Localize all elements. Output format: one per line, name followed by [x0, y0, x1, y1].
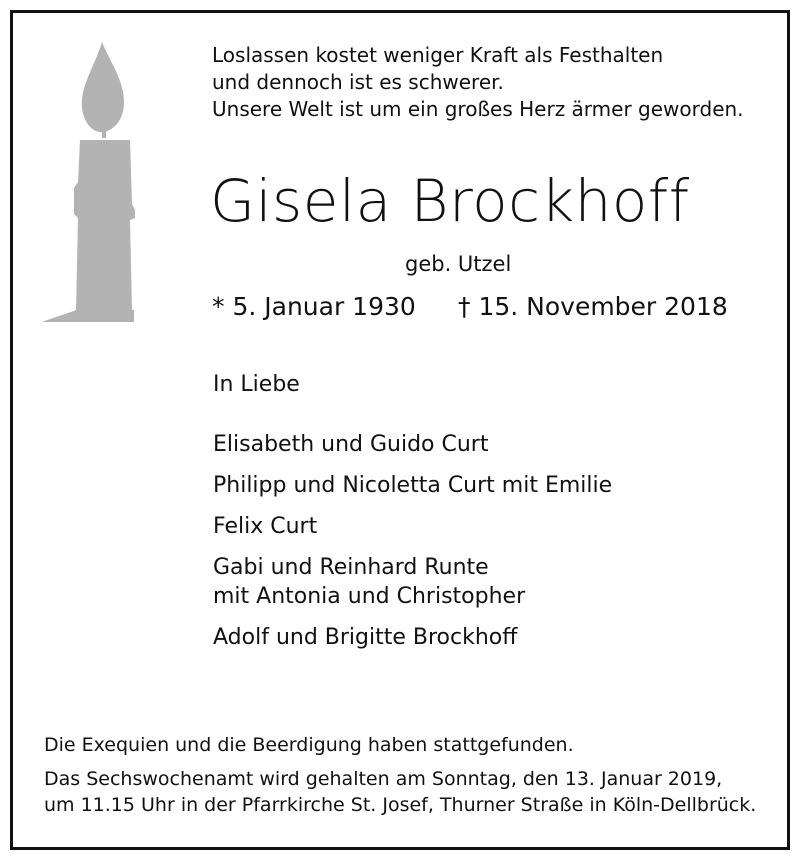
notice-paragraph — [44, 766, 756, 818]
mourner-line: Gabi und Reinhard Runte — [213, 555, 489, 580]
candle-icon — [40, 42, 140, 322]
mourner-line: Elisabeth und Guido Curt — [213, 432, 489, 457]
notice-paragraph: Die Exequien und die Beerdigung haben stattgefunden. — [44, 734, 574, 756]
death-date: † 15. November 2018 — [458, 292, 728, 321]
dedication-text: In Liebe — [213, 372, 300, 397]
life-dates — [212, 292, 728, 321]
funeral-notice — [44, 732, 756, 818]
mourner-line: Felix Curt — [213, 514, 318, 539]
deceased-name: Gisela Brockhoff — [210, 167, 690, 235]
quote-line: und dennoch ist es schwerer. — [212, 70, 504, 94]
notice-line: Das Sechswochenamt wird gehalten am Sonntag, den 13. Januar 2019, — [44, 768, 723, 790]
mourner-entry — [213, 623, 612, 652]
mourner-entry — [213, 471, 612, 500]
maiden-name: geb. Utzel — [405, 252, 512, 276]
notice-line: um 11.15 Uhr in der Pfarrkirche St. Josef, Thurner Straße in Köln-Dellbrück. — [44, 794, 757, 816]
mourners-list — [213, 430, 612, 664]
birth-date: * 5. Januar 1930 — [212, 292, 416, 321]
quote-line: Unsere Welt ist um ein großes Herz ärmer geworden. — [212, 97, 744, 121]
quote-line: Loslassen kostet weniger Kraft als Festhalten — [212, 43, 664, 67]
mourner-line: Adolf und Brigitte Brockhoff — [213, 625, 518, 650]
mourner-line: Philipp und Nicoletta Curt mit Emilie — [213, 473, 613, 498]
mourner-line: mit Antonia und Christopher — [213, 584, 526, 609]
memorial-quote — [212, 42, 744, 123]
mourner-entry — [213, 430, 612, 459]
mourner-entry — [213, 512, 612, 541]
mourner-entry — [213, 553, 612, 611]
